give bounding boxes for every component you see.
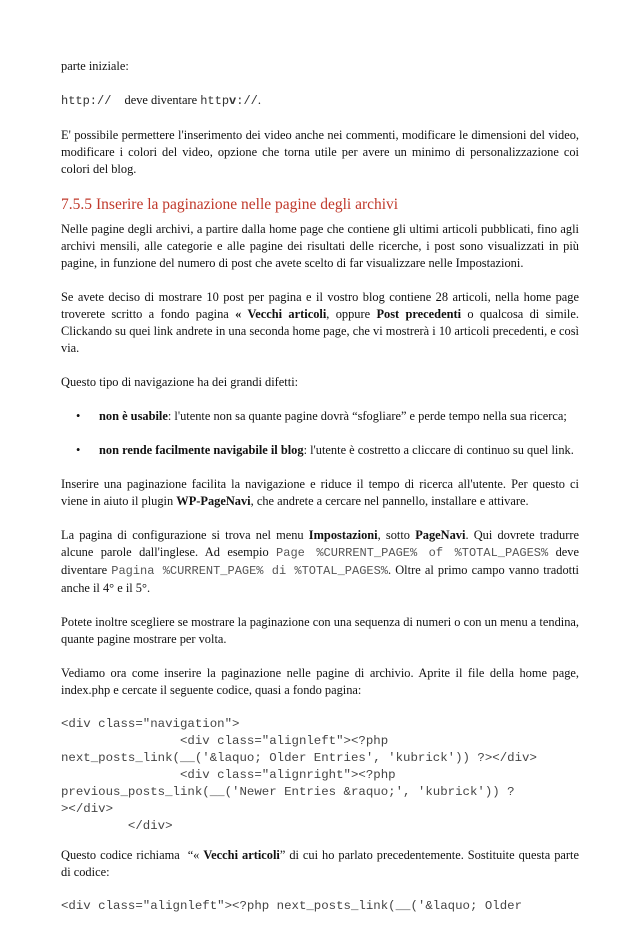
section-title: Inserire la paginazione nelle pagine degli archivi xyxy=(96,196,399,213)
bullet-icon: • xyxy=(76,443,81,457)
paragraph-configuration: La pagina di configurazione si trova nel menu Impostazioni, sotto PageNavi. Qui dovrete tradurre alcune parole dall'inglese. Ad esempio Page %CURRENT_PAGE% of %TOTAL_PAGES% deve diventare Pagina %CURRENT_PAGE% di %TOTAL_PAGES%. Oltre al primo campo vanno tradotti anche il 4° e il 5°. xyxy=(61,528,579,595)
paragraph-plugin: Inserire una paginazione facilita la navigazione e riduce il tempo di ricerca all'utente. Per questo ci viene in aiuto il plugin WP-PageNavi, che andrete a cercare nel pannello, installare e attivare. xyxy=(61,477,579,508)
bold-pagenavi: PageNavi xyxy=(415,528,466,542)
code-pagina-di: Pagina %CURRENT_PAGE% di %TOTAL_PAGES% xyxy=(111,564,388,578)
paragraph-options: Potete inoltre scegliere se mostrare la paginazione con una sequenza di numeri o con un menu a tendina, quante pagine mostrare per volta. xyxy=(61,615,579,646)
bold-wp-pagenavi: WP-PageNavi xyxy=(176,494,251,508)
paragraph-replace: Questo codice richiama “« Vecchi articoli” di cui ho parlato precedentemente. Sostituite questa parte di codice: xyxy=(61,848,579,879)
paragraph-video-comments: E' possibile permettere l'inserimento dei video anche nei commenti, modificare le dimensioni del video, modificare i colori del video, opzione che torna utile per avere un minimo di personalizzazione coi colori del blog. xyxy=(61,128,579,176)
section-heading xyxy=(61,195,579,215)
paragraph-http: http:// deve diventare httpv://. xyxy=(61,93,261,108)
code-http: http:// xyxy=(61,94,112,108)
code-block-alignleft: <div class="alignleft"><?php next_posts_link(__('&laquo; Older xyxy=(61,899,523,913)
code-page-of: Page %CURRENT_PAGE% of %TOTAL_PAGES% xyxy=(276,546,549,560)
defects-list xyxy=(61,408,579,459)
bold-vecchi-articoli: « Vecchi articoli xyxy=(235,307,327,321)
code-httpv: httpv:// xyxy=(200,94,258,108)
list-item: • non rende facilmente navigabile il blog: l'utente è costretto a cliccare di continuo su quel link. xyxy=(76,443,574,457)
text-deve-diventare: deve diventare xyxy=(124,93,198,107)
paragraph-archives: Nelle pagine degli archivi, a partire dalla home page che contiene gli ultimi articoli pubblicati, fino agli archivi mensili, alle categorie e alle pagine dei risultati delle ricerche, i post sono visualizzati in più pagine, in funzione del numero di post che avete scelto di far visualizzare nelle Impostazioni. xyxy=(61,222,579,270)
code-block-navigation: <div class="navigation"> <div class="alignleft"><?php next_posts_link(__('&laquo; Older Entries', 'kubrick')) ?></div> <div class="alignright"><?php previous_posts_link(__('Newer Entries &raquo;', 'kubrick')) ? ></div> </div> xyxy=(61,717,537,833)
bold-post-precedenti: Post precedenti xyxy=(376,307,462,321)
paragraph-example: Se avete deciso di mostrare 10 post per pagina e il vostro blog contiene 28 articoli, nella home page troverete scritto a fondo pagina « Vecchi articoli, oppure Post precedenti o qualcosa di simile. Clickando su quei link andrete in una seconda home page, che vi mostrerà i 10 articoli precedenti, e così via. xyxy=(61,290,579,355)
paragraph-howto: Vediamo ora come inserire la paginazione nelle pagine di archivio. Aprite il file della home page, index.php e cercate il seguente codice, quasi a fondo pagina: xyxy=(61,666,579,697)
paragraph-defects: Questo tipo di navigazione ha dei grandi difetti: xyxy=(61,375,299,389)
document-page xyxy=(61,58,579,927)
bold-impostazioni: Impostazioni xyxy=(308,528,378,542)
bold-vecchi-articoli-2: Vecchi articoli xyxy=(203,848,280,862)
bullet-icon: • xyxy=(76,409,81,423)
paragraph-intro: parte iniziale: xyxy=(61,59,129,73)
list-item: • non è usabile: l'utente non sa quante pagine dovrà “sfogliare” e perde tempo nella sua ricerca; xyxy=(76,409,567,423)
section-number: 7.5.5 xyxy=(61,196,92,213)
